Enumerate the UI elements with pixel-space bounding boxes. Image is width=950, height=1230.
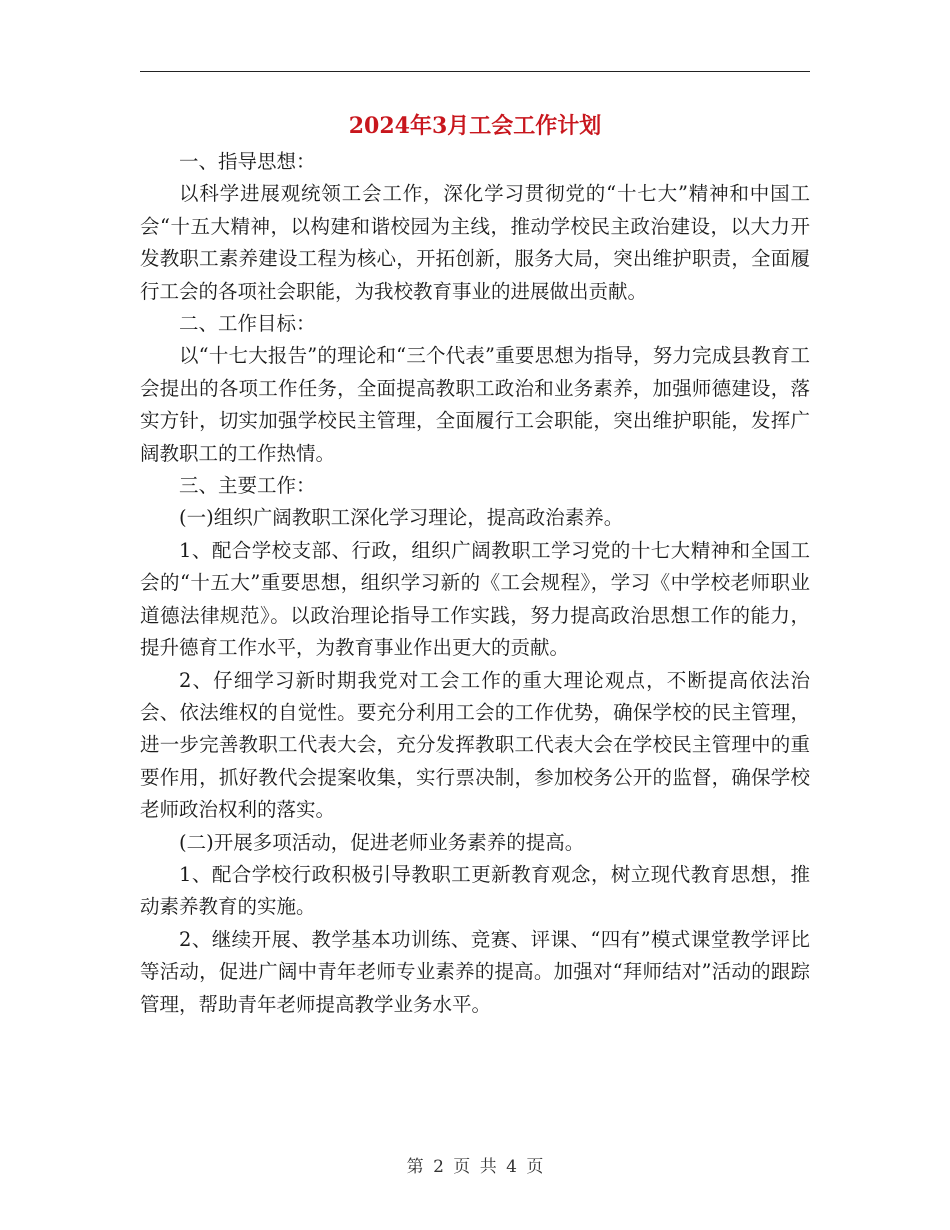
paragraph-section-heading: 一、指导思想： — [179, 150, 316, 173]
paragraph-section-heading: 三、主要工作： — [179, 474, 316, 498]
document-body — [140, 146, 810, 1021]
paragraph-subheading: (一)组织广阔教职工深化学习理论，提高政治素养。 — [179, 506, 624, 530]
footer-page-prefix: 第 — [406, 1157, 424, 1177]
footer-current-page: 2 — [433, 1157, 444, 1177]
paragraph: 1、配合学校支部、行政，组织广阔教职工学习党的十七大精神和全国工会的“十五大”重要思想，组织学习新的《工会规程》，学习《中学校老师职业道德法律规范》。以政治理论指导工作实践，努力提高政治思想工作的能力，提升德育工作水平，为教育事业作出更大的贡献。 — [140, 538, 810, 660]
paragraph: 2、仔细学习新时期我党对工会工作的重大理论观点，不断提高依法治会、依法维权的自觉性。要充分利用工会的工作优势，确保学校的民主管理，进一步完善教职工代表大会，充分发挥教职工代表大会在学校民主管理中的重要作用，抓好教代会提案收集，实行票决制，参加校务公开的监督，确保学校老师政治权利的落实。 — [140, 668, 810, 822]
page-footer — [0, 1152, 950, 1177]
footer-total-suffix: 页 — [526, 1157, 544, 1177]
header-rule — [140, 71, 810, 72]
paragraph-subheading: (二)开展多项活动，促进老师业务素养的提高。 — [179, 830, 585, 854]
paragraph: 以“十七大报告”的理论和“三个代表”重要思想为指导，努力完成县教育工会提出的各项工作任务，全面提高教职工政治和业务素养，加强师德建设，落实方针，切实加强学校民主管理，全面履行工会职能，突出维护职能，发挥广阔教职工的工作热情。 — [140, 344, 810, 465]
paragraph: 以科学进展观统领工会工作，深化学习贯彻党的“十七大”精神和中国工会“十五大精神，以构建和谐校园为主线，推动学校民主政治建设，以大力开发教职工素养建设工程为核心，开拓创新，服务大局，突出维护职责，全面履行工会的各项社会职能，为我校教育事业的进展做出贡献。 — [140, 182, 810, 303]
paragraph-section-heading: 二、工作目标： — [179, 312, 316, 336]
footer-total-prefix: 共 — [479, 1157, 497, 1177]
paragraph: 1、配合学校行政积极引导教职工更新教育观念，树立现代教育思想，推动素养教育的实施。 — [140, 862, 810, 919]
paragraph: 2、继续开展、教学基本功训练、竞赛、评课、“四有”模式课堂教学评比等活动，促进广阔中青年老师专业素养的提高。加强对“拜师结对”活动的跟踪管理，帮助青年老师提高教学业务水平。 — [140, 927, 810, 1016]
footer-page-mid: 页 — [453, 1157, 471, 1177]
footer-total-pages: 4 — [506, 1157, 517, 1177]
document-title: 2024年3月工会工作计划 — [348, 113, 602, 139]
